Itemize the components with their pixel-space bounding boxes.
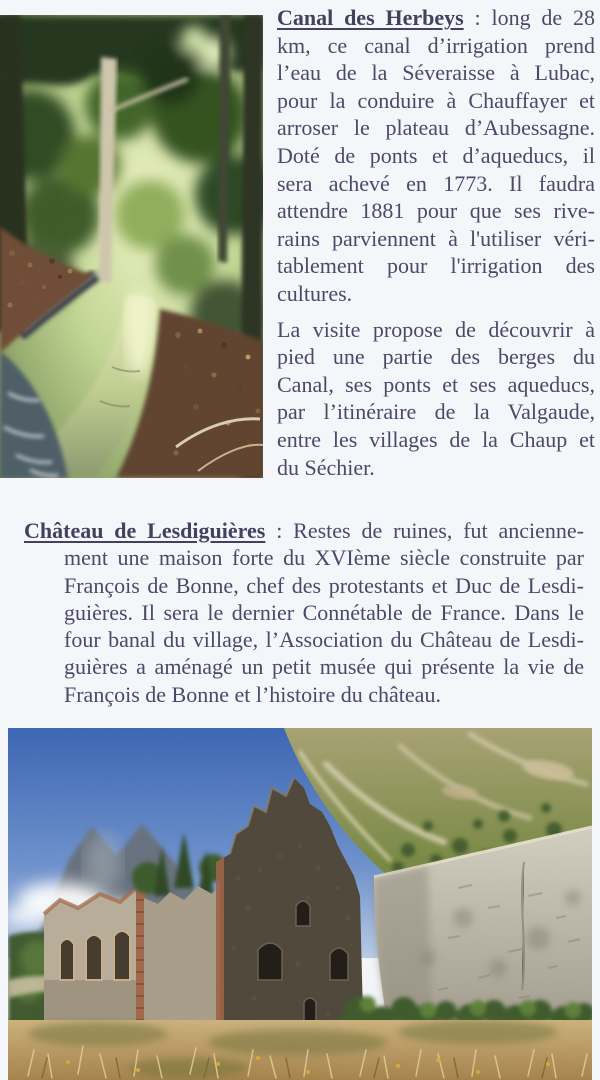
canal-photo [0,15,263,478]
text-line: Doté de ponts et d’aqueducs, il [277,142,595,168]
text-line: tablement pour l'irrigation des [277,253,595,279]
canal-heading-rest: : long de 28 [463,5,595,30]
canal-paragraph-1 [277,32,595,308]
chateau-heading-rest: : Restes de ruines, fut ancienne- [265,518,584,543]
text-line: sera achevé en 1773. Il faudra [277,170,595,196]
chateau-heading: Château de Lesdiguières [24,518,266,543]
canal-paragraph-2 [277,316,595,482]
chateau-heading-line [24,517,584,544]
text-line: km, ce canal d’irrigation prend [277,32,595,58]
text-line: par l’itinéraire de la Valgaude, [277,399,595,425]
text-line: four banal du village, l’Association du Château de Lesdi- [64,627,584,653]
text-line: pied une partie des berges du [277,344,595,370]
text-line: François de Bonne, chef des protestants et Duc de Lesdi- [64,572,584,598]
text-line: guières. Il sera le dernier Connétable de France. Dans le [64,599,584,625]
text-line: ment une maison forte du XVIème siècle construite par [64,545,584,571]
chateau-body [64,544,584,708]
chateau-section [24,517,584,708]
text-line: cultures. [277,280,353,306]
photo-grain [8,728,592,1080]
text-line: l’eau de la Séveraisse à Lubac, [277,60,595,86]
text-line: guières a aménagé un petit musée qui présente la vie de [64,654,584,680]
canal-heading-line [277,4,595,32]
text-line: attendre 1881 pour que ses rive- [277,198,595,224]
canal-section [277,4,595,481]
castle-photo [8,728,592,1080]
text-line: François de Bonne et l’histoire du château. [64,681,441,707]
text-line: entre les villages de la Chaup et [277,426,595,452]
text-line: La visite propose de découvrir à [277,316,595,342]
text-line: Canal, ses ponts et ses aqueducs, [277,371,595,397]
text-line: arroser le plateau d’Aubessagne. [277,115,595,141]
canal-heading: Canal des Herbeys [277,5,464,30]
text-line: du Séchier. [277,454,375,480]
text-line: rains parviennent à l'utiliser véri- [277,225,595,251]
text-line: pour la conduire à Chauffayer et [277,87,595,113]
photo-grain [0,15,263,478]
